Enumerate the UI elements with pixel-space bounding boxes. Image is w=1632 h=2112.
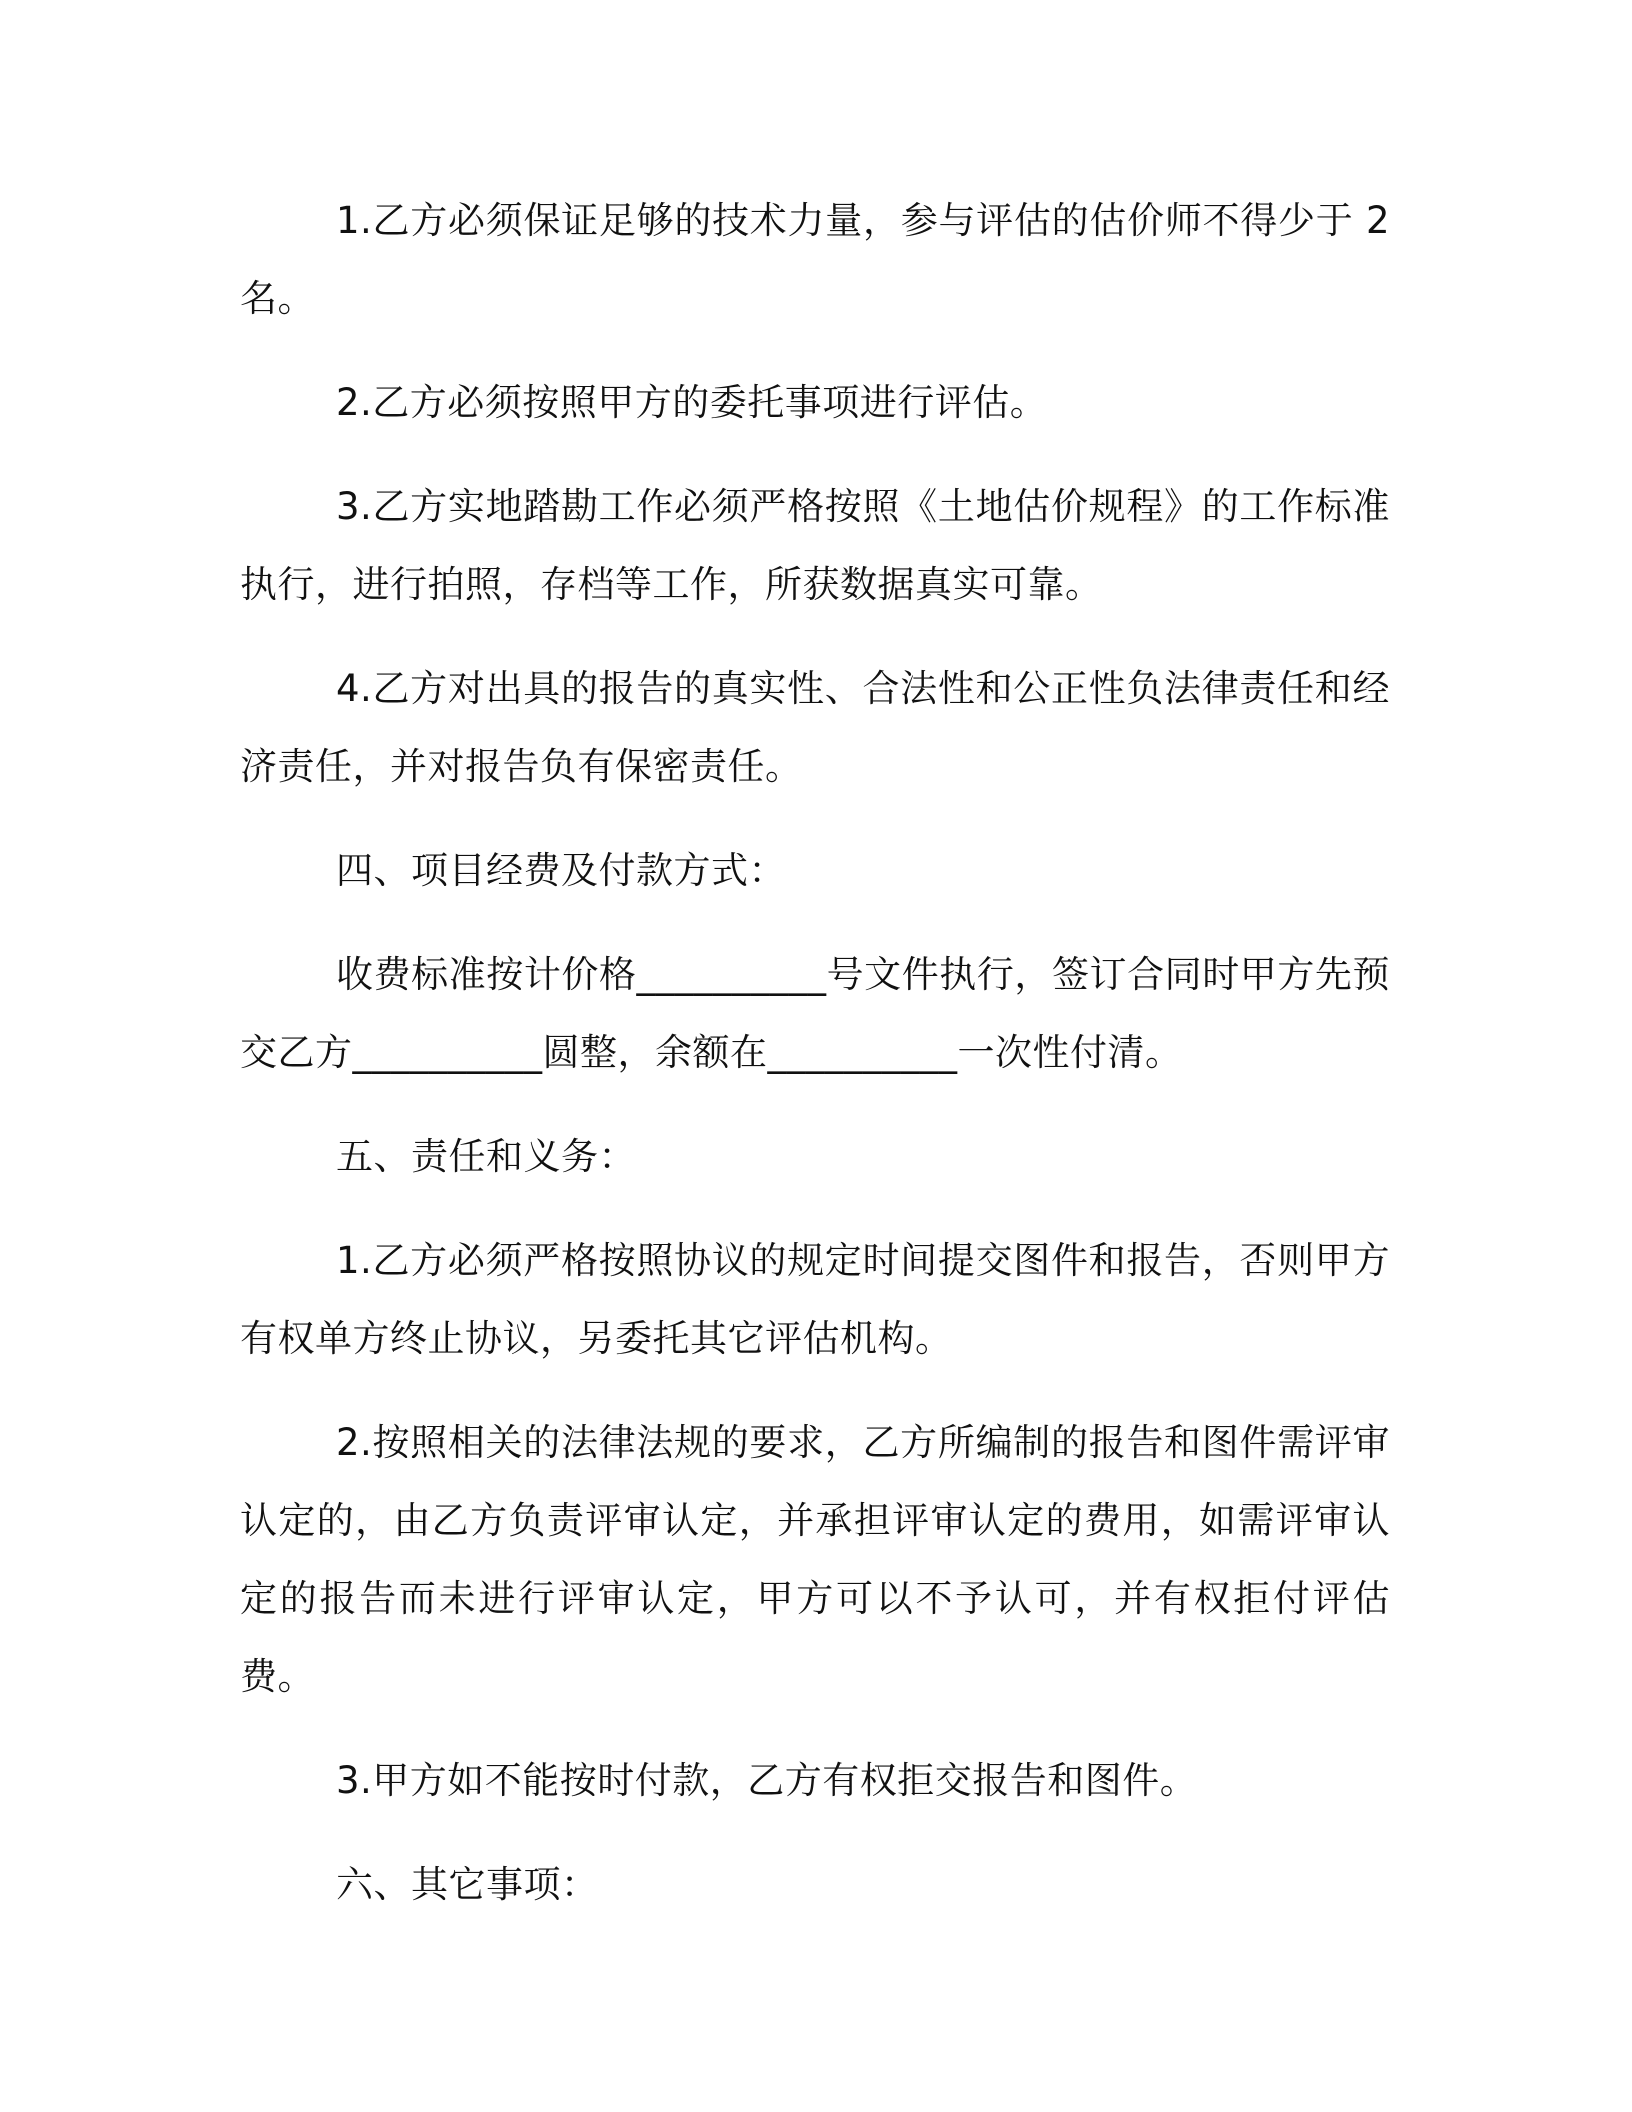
section-heading-fees: 四、项目经费及付款方式： [336, 849, 786, 892]
clause-b-3: 3.乙方实地踏勘工作必须严格按照《土地估价规程》的工作标准执行，进行拍照，存档等工作，所获数据真实可靠。 [240, 485, 1390, 606]
responsibility-clause-3: 3.甲方如不能按时付款，乙方有权拒交报告和图件。 [336, 1759, 1198, 1802]
clause-b-2: 2.乙方必须按照甲方的委托事项进行评估。 [336, 381, 1048, 424]
fee-terms-paragraph: 收费标准按计价格__________号文件执行，签订合同时甲方先预交乙方__________圆整，余额在__________一次性付清。 [240, 953, 1390, 1074]
section-heading-other: 六、其它事项： [336, 1863, 599, 1906]
document-body [240, 182, 1390, 1924]
clause-b-4: 4.乙方对出具的报告的真实性、合法性和公正性负法律责任和经济责任，并对报告负有保密责任。 [240, 667, 1390, 788]
responsibility-clause-1: 1.乙方必须严格按照协议的规定时间提交图件和报告，否则甲方有权单方终止协议，另委托其它评估机构。 [240, 1239, 1390, 1360]
clause-b-1: 1.乙方必须保证足够的技术力量，参与评估的估价师不得少于 2 名。 [240, 199, 1390, 320]
responsibility-clause-2: 2.按照相关的法律法规的要求，乙方所编制的报告和图件需评审认定的，由乙方负责评审认定，并承担评审认定的费用，如需评审认定的报告而未进行评审认定，甲方可以不予认可，并有权拒付评估费。 [240, 1421, 1390, 1698]
section-heading-responsibilities: 五、责任和义务： [336, 1135, 636, 1178]
